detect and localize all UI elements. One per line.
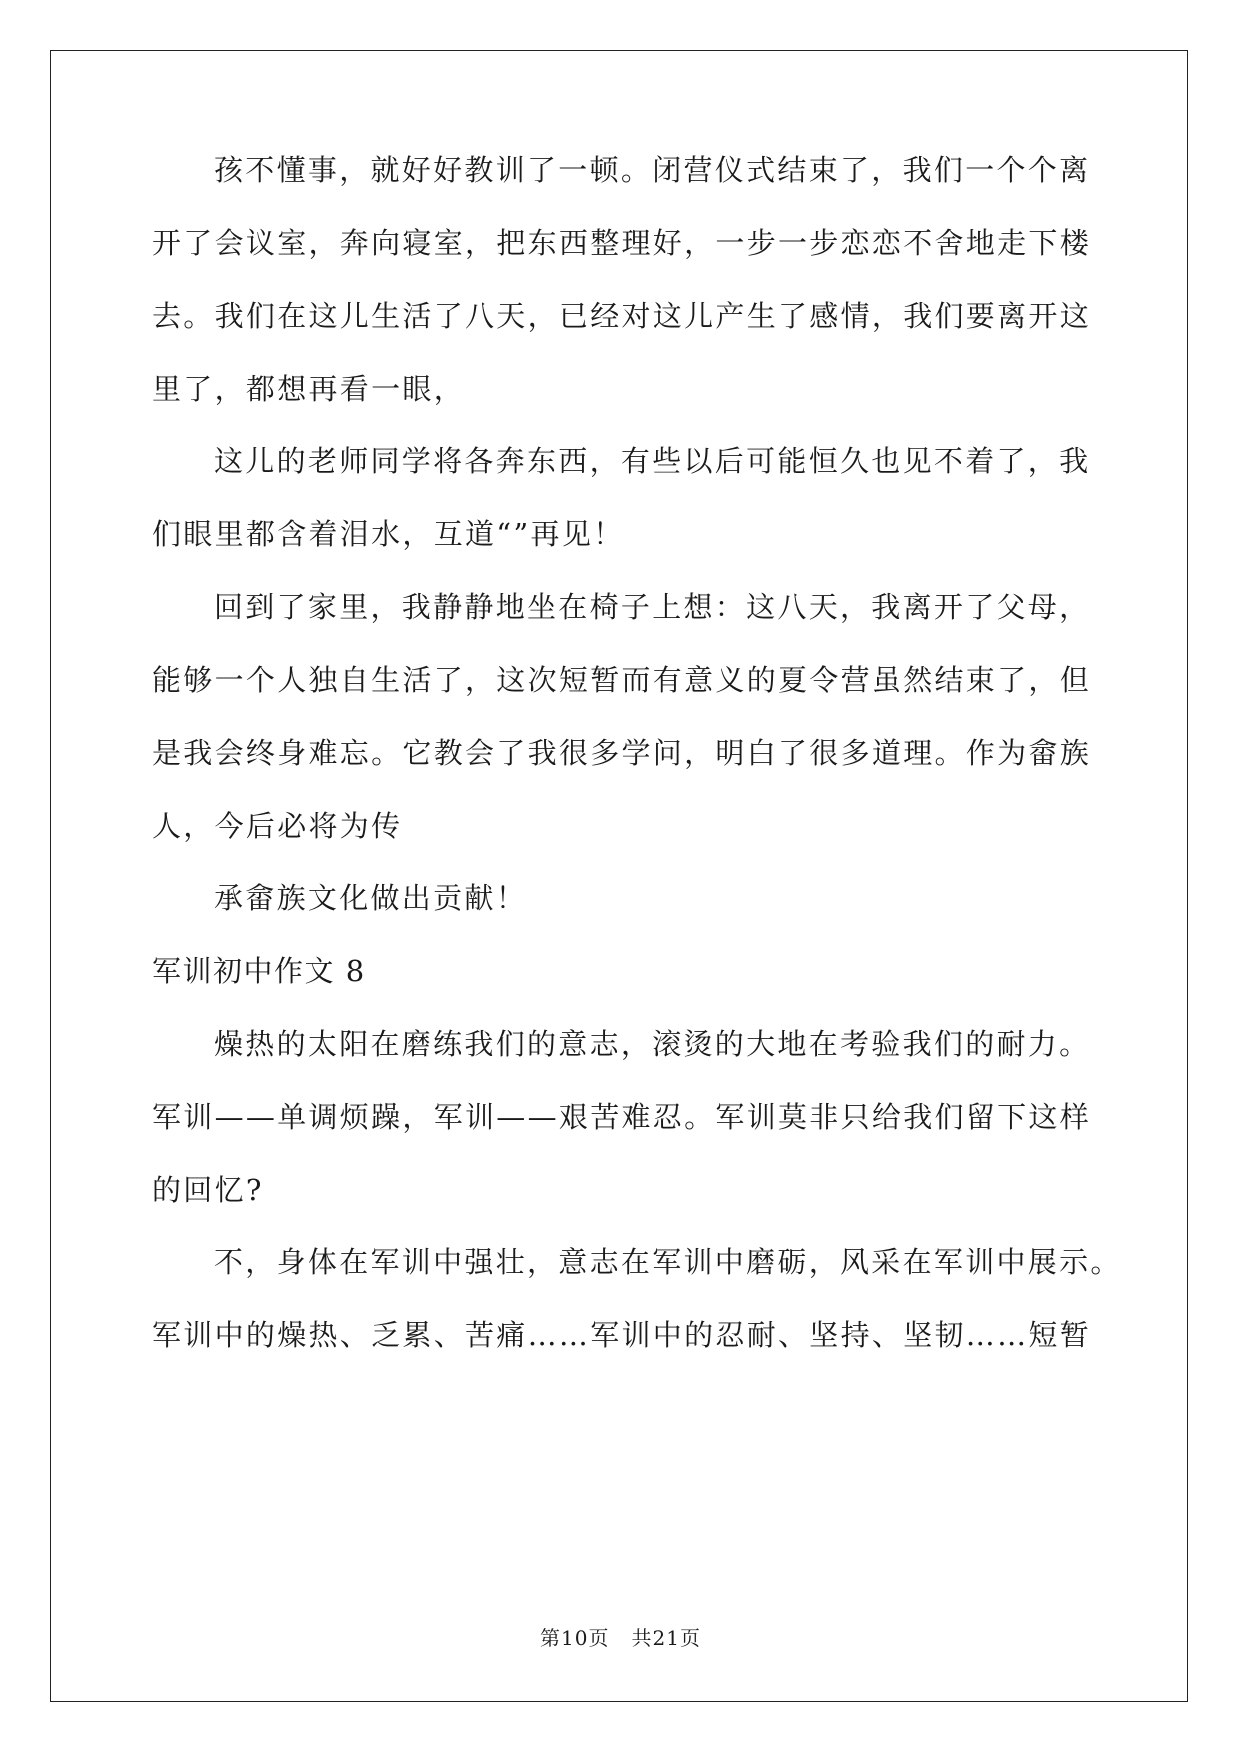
text-line: 能够一个人独自生活了，这次短暂而有意义的夏令营虽然结束了，但: [152, 663, 1092, 697]
page-number: 第10页: [540, 1626, 610, 1650]
text-line: 承畲族文化做出贡献！: [214, 881, 528, 915]
text-line: 军训——单调烦躁，军训——艰苦难忍。军训莫非只给我们留下这样: [152, 1100, 1092, 1134]
text-line: 燥热的太阳在磨练我们的意志，滚烫的大地在考验我们的耐力。: [214, 1027, 1091, 1061]
text-line: 这儿的老师同学将各奔东西，有些以后可能恒久也见不着了，我: [214, 444, 1091, 478]
section-heading: 军训初中作文 8: [152, 954, 366, 988]
text-line: 去。我们在这儿生活了八天，已经对这儿产生了感情，我们要离开这: [152, 299, 1092, 333]
text-line: 的回忆?: [152, 1173, 264, 1207]
page-total: 共21页: [631, 1626, 701, 1650]
text-line: 军训中的燥热、乏累、苦痛……军训中的忍耐、坚持、坚韧……短暂: [152, 1318, 1092, 1352]
text-line: 是我会终身难忘。它教会了我很多学问，明白了很多道理。作为畲族: [152, 736, 1092, 770]
text-line: 开了会议室，奔向寝室，把东西整理好，一步一步恋恋不舍地走下楼: [152, 226, 1092, 260]
text-line: 不，身体在军训中强壮，意志在军训中磨砺，风采在军训中展示。: [214, 1245, 1122, 1279]
text-line: 里了，都想再看一眼，: [152, 372, 466, 406]
text-line: 人，今后必将为传: [152, 809, 403, 843]
text-line: 回到了家里，我静静地坐在椅子上想：这八天，我离开了父母，: [214, 590, 1091, 624]
page-footer: [0, 1625, 1241, 1651]
text-line: 孩不懂事，就好好教训了一顿。闭营仪式结束了，我们一个个离: [214, 153, 1091, 187]
text-line: 们眼里都含着泪水，互道“”再见！: [152, 517, 625, 551]
